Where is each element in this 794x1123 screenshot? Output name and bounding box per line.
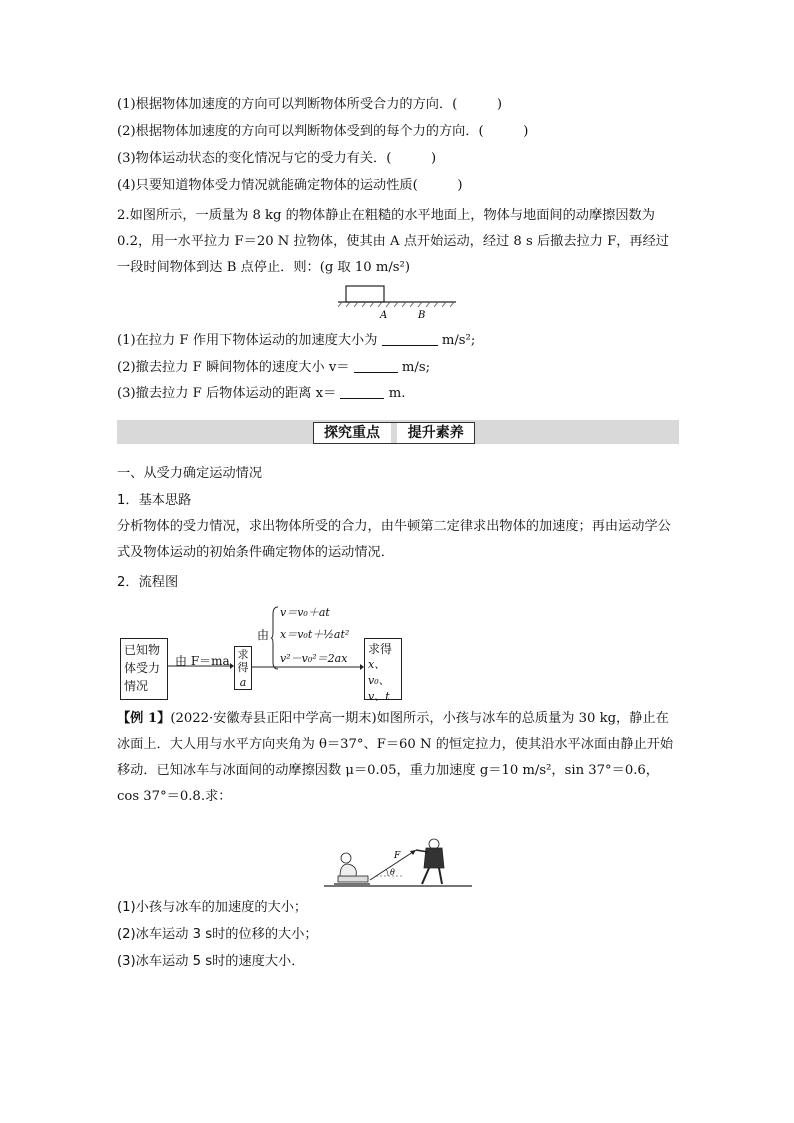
q2-1-unit: m/s²; bbox=[441, 333, 476, 348]
point-b-label: B bbox=[418, 310, 426, 321]
section-banner-title bbox=[313, 422, 475, 444]
example-1-text: (2022·安徽寿县正阳中学高一期末)如图所示，小孩与冰车的总质量为 30 kg，静止在冰面上．大人用与水平方向夹角为 θ＝37°、F＝60 N 的恒定拉力，使其沿水平冰面由静止开始移动．已知冰车与冰面间的动摩擦因数 μ＝0.05，重力加速度 g＝10 m/s²，sin 37°＝0.6，cos 37°＝0.8.求： bbox=[117, 711, 674, 804]
q2-2-text: (2)撤去拉力 F 瞬间物体的速度大小 v＝ bbox=[117, 360, 350, 375]
child-on-sled bbox=[334, 853, 370, 884]
question-2-stem: 2.如图所示，一质量为 8 kg 的物体静止在粗糙的水平地面上，物体与地面间的动摩擦因数为 0.2，用一水平拉力 F＝20 N 拉物体，使其由 A 点开始运动，经过 8 s 后撤去拉力 F，再经过一段时间物体到达 B 点停止．则：(g 取 10 m/s²) bbox=[117, 208, 669, 275]
example-1-question-1: (1)小孩与冰车的加速度的大小； bbox=[117, 900, 308, 915]
example-1-question-2: (2)冰车运动 3 s时的位移的大小； bbox=[117, 927, 318, 942]
question-1-3: (3)物体运动状态的变化情况与它的受力有关．( ) bbox=[117, 151, 437, 166]
force-label: F bbox=[394, 851, 401, 861]
flow-box-motion-vars-1: x、v₀、 bbox=[368, 658, 390, 687]
banner-right-text: 提升素养 bbox=[407, 425, 464, 441]
example-1-tag: 【例 1】 bbox=[117, 711, 171, 726]
flow-box-acc-word: 求得 bbox=[237, 648, 249, 674]
question-1-2: (2)根据物体加速度的方向可以判断物体受到的每个力的方向．( ) bbox=[117, 124, 529, 139]
flow-box-forces-text: 已知物体受力情况 bbox=[124, 643, 161, 693]
flow-eq-3: v²－v₀²＝2ax bbox=[280, 652, 348, 665]
theta-label: θ bbox=[390, 868, 395, 877]
subheading-flowchart: 2．流程图 bbox=[117, 575, 179, 590]
flow-box-motion-vars-2: v、t bbox=[368, 690, 390, 703]
example-1-stem bbox=[117, 706, 679, 810]
q2-2-unit: m/s; bbox=[401, 360, 431, 375]
block bbox=[346, 286, 384, 302]
q2-1-text: (1)在拉力 F 作用下物体运动的加速度大小为 bbox=[117, 333, 378, 348]
flow-box-acceleration bbox=[234, 646, 252, 690]
flow-box-forces bbox=[120, 638, 168, 700]
point-a-label: A bbox=[380, 310, 388, 321]
question-2-3 bbox=[117, 384, 405, 404]
q2-3-unit: m. bbox=[388, 386, 406, 401]
basic-idea-paragraph: 分析物体的受力情况，求出物体所受的合力，由牛顿第二定律求出物体的加速度；再由运动学公式及物体运动的初始条件确定物体的运动情况． bbox=[117, 519, 671, 560]
question-2-2 bbox=[117, 358, 430, 378]
question-1-4: (4)只要知道物体受力情况就能确定物体的运动性质( ) bbox=[117, 178, 463, 193]
answer-blank-1[interactable] bbox=[382, 331, 438, 346]
flow-eq-1: v＝v₀＋at bbox=[280, 606, 330, 619]
question-1-1: (1)根据物体加速度的方向可以判断物体所受合力的方向．( ) bbox=[117, 97, 503, 112]
answer-blank-3[interactable] bbox=[340, 384, 384, 399]
ground-hatching bbox=[338, 302, 454, 307]
q2-3-text: (3)撤去拉力 F 后物体运动的距离 x＝ bbox=[117, 386, 337, 401]
flowchart bbox=[117, 600, 417, 703]
force-arrowhead bbox=[410, 850, 416, 855]
question-2-1 bbox=[117, 331, 475, 351]
flow-box-acc-symbol: a bbox=[239, 676, 247, 689]
sled-figure bbox=[324, 838, 474, 890]
flow-box-motion bbox=[364, 638, 402, 703]
section-banner bbox=[117, 420, 679, 444]
section-heading: 一、从受力确定运动情况 bbox=[117, 466, 263, 481]
flow-brace bbox=[271, 606, 279, 670]
flow-box-motion-word: 求得 bbox=[368, 642, 393, 656]
banner-left-text: 探究重点 bbox=[324, 425, 380, 441]
example-1-question-3: (3)冰车运动 5 s时的速度大小． bbox=[117, 954, 305, 969]
adult-pulling bbox=[416, 839, 444, 884]
angle-arc bbox=[386, 869, 388, 876]
flow-arrow-1-label: 由 F＝ma bbox=[175, 654, 230, 668]
block-ground-figure bbox=[338, 284, 458, 322]
subheading-basic-idea: 1．基本思路 bbox=[117, 493, 192, 508]
answer-blank-2[interactable] bbox=[354, 358, 398, 373]
flow-eq-2: x＝v₀t＋½at² bbox=[280, 628, 350, 641]
flow-you-label: 由 bbox=[257, 628, 270, 642]
